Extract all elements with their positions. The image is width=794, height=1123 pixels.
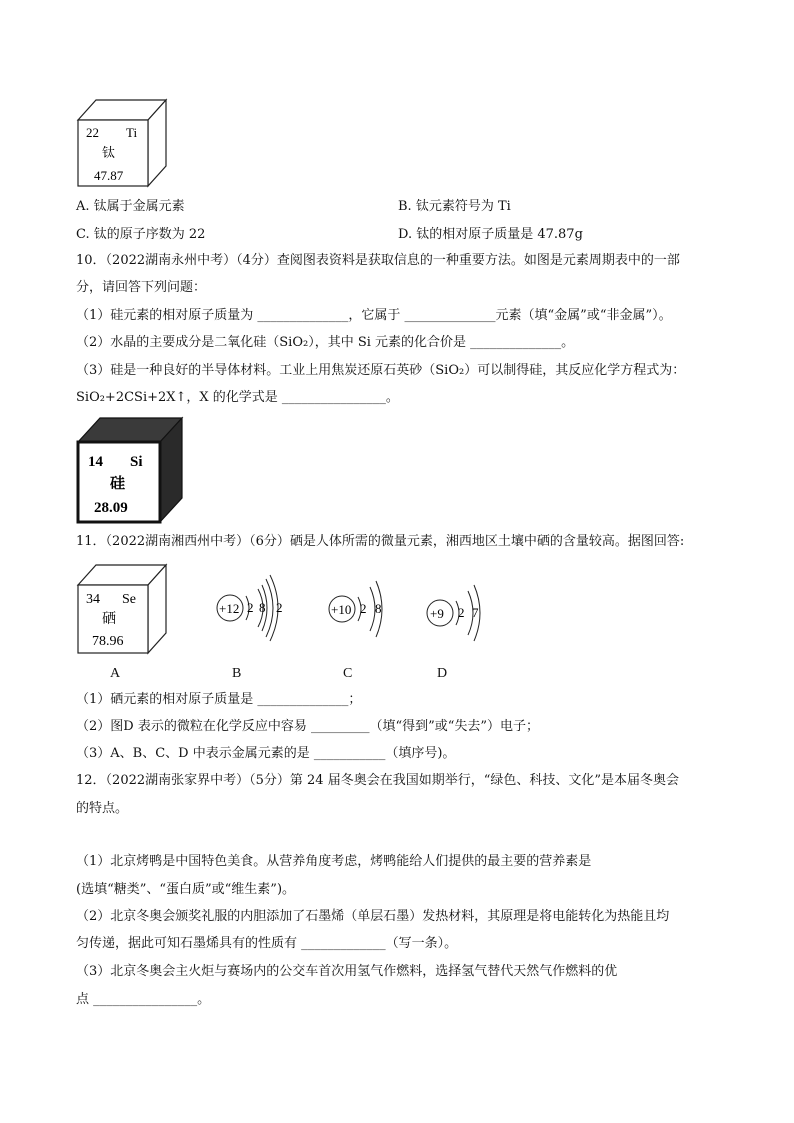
se-mass: 78.96 <box>92 634 124 649</box>
q12-stem-line1: 12．（2022湖南张家界中考）（5分）第 24 届冬奥会在我国如期举行，“绿色、科技、文化”是本届冬奥会 <box>76 773 679 788</box>
q10-part2: （2）水晶的主要成分是二氧化硅（SiO₂），其中 Si 元素的化合价是 ______________。 <box>76 335 575 350</box>
se-symbol: Se <box>122 592 136 607</box>
q10-stem-line2: 分，请回答下列问题： <box>76 280 207 295</box>
atom-c-shell-1: 2 <box>360 601 367 616</box>
si-number: 14 <box>88 454 103 470</box>
q11-part1: （1）硒元素的相对原子质量是 ______________； <box>76 692 362 707</box>
q9-option-a: A. 钛属于金属元素 <box>76 199 185 214</box>
se-element-cell <box>74 563 170 657</box>
atom-d-nucleus: +9 <box>430 606 444 621</box>
atom-c-nucleus: +10 <box>331 602 352 617</box>
atom-c-shell-2: 8 <box>375 601 382 616</box>
ti-element-cell <box>74 98 170 190</box>
atom-b-shell-1: 2 <box>247 600 254 615</box>
q12-part2-line2: 匀传递，据此可知石墨烯具有的性质有 _____________（写一条）。 <box>76 936 458 951</box>
figure-label-a: A <box>110 666 121 681</box>
si-symbol: Si <box>130 454 143 470</box>
si-name: 硅 <box>110 476 126 492</box>
figure-label-c: C <box>343 666 353 681</box>
q11-part2: （2）图D 表示的微粒在化学反应中容易 _________（填“得到”或“失去”）电子； <box>76 719 540 734</box>
q12-part3-line1: （3）北京冬奥会主火炬与赛场内的公交车首次用氢气作燃料，选择氢气替代天然气作燃料的优 <box>76 964 618 979</box>
q9-option-d: D. 钛的相对原子质量是 47.87g <box>398 227 583 242</box>
si-mass: 28.09 <box>94 500 128 516</box>
ti-mass: 47.87 <box>94 168 124 183</box>
q10-stem-line1: 10．（2022湖南永州中考）（4分）查阅图表资料是获取信息的一种重要方法。如图是元素周期表中的一部 <box>76 253 680 268</box>
q11-stem: 11．（2022湖南湘西州中考）（6分）硒是人体所需的微量元素，湘西地区土壤中硒的含量较高。据图回答: <box>76 534 685 549</box>
ti-name: 钛 <box>102 145 116 160</box>
figure-label-d: D <box>437 666 448 681</box>
q9-option-c: C. 钛的原子序数为 22 <box>76 227 206 242</box>
ti-symbol: Ti <box>126 125 138 140</box>
atom-structure-b <box>210 563 300 653</box>
q12-part3-line2: 点 ________________。 <box>76 992 211 1007</box>
atom-structure-c <box>322 571 402 651</box>
si-element-cell <box>74 416 186 526</box>
se-name: 硒 <box>102 612 116 627</box>
q11-part3: （3）A、B、C、D 中表示金属元素的是 ___________（填序号)。 <box>76 746 456 761</box>
q12-part1-line1: （1）北京烤鸭是中国特色美食。从营养角度考虑，烤鸭能给人们提供的最主要的营养素是 <box>76 854 592 869</box>
q12-stem-line2: 的特点。 <box>76 801 129 816</box>
q12-part2-line1: （2）北京冬奥会颁奖礼服的内胆添加了石墨烯（单层石墨）发热材料，其原理是将电能转化为热能且均 <box>76 909 670 924</box>
q10-part3: （3）硅是一种良好的半导体材料。工业上用焦炭还原石英砂（SiO₂）可以制得硅，其反应化学方程式为： <box>76 363 686 378</box>
atom-b-shell-2: 8 <box>259 600 266 615</box>
q10-part1: （1）硅元素的相对原子质量为 ______________，它属于 ______________元素（填“金属”或“非金属”）。 <box>76 308 672 323</box>
se-number: 34 <box>86 592 100 607</box>
atom-structure-d <box>420 575 500 655</box>
atom-b-shell-3: 2 <box>276 600 283 615</box>
atom-d-shell-2: 7 <box>472 605 479 620</box>
atom-b-nucleus: +12 <box>219 601 240 616</box>
ti-number: 22 <box>86 125 99 140</box>
q9-option-b: B. 钛元素符号为 Ti <box>398 199 511 214</box>
atom-d-shell-1: 2 <box>458 605 465 620</box>
figure-label-b: B <box>232 666 242 681</box>
q12-part1-line2: (选填“糖类”、“蛋白质”或“维生素”)。 <box>76 882 296 897</box>
q10-part3-equation: SiO₂+2CSi+2X↑，X 的化学式是 ________________。 <box>76 390 399 405</box>
